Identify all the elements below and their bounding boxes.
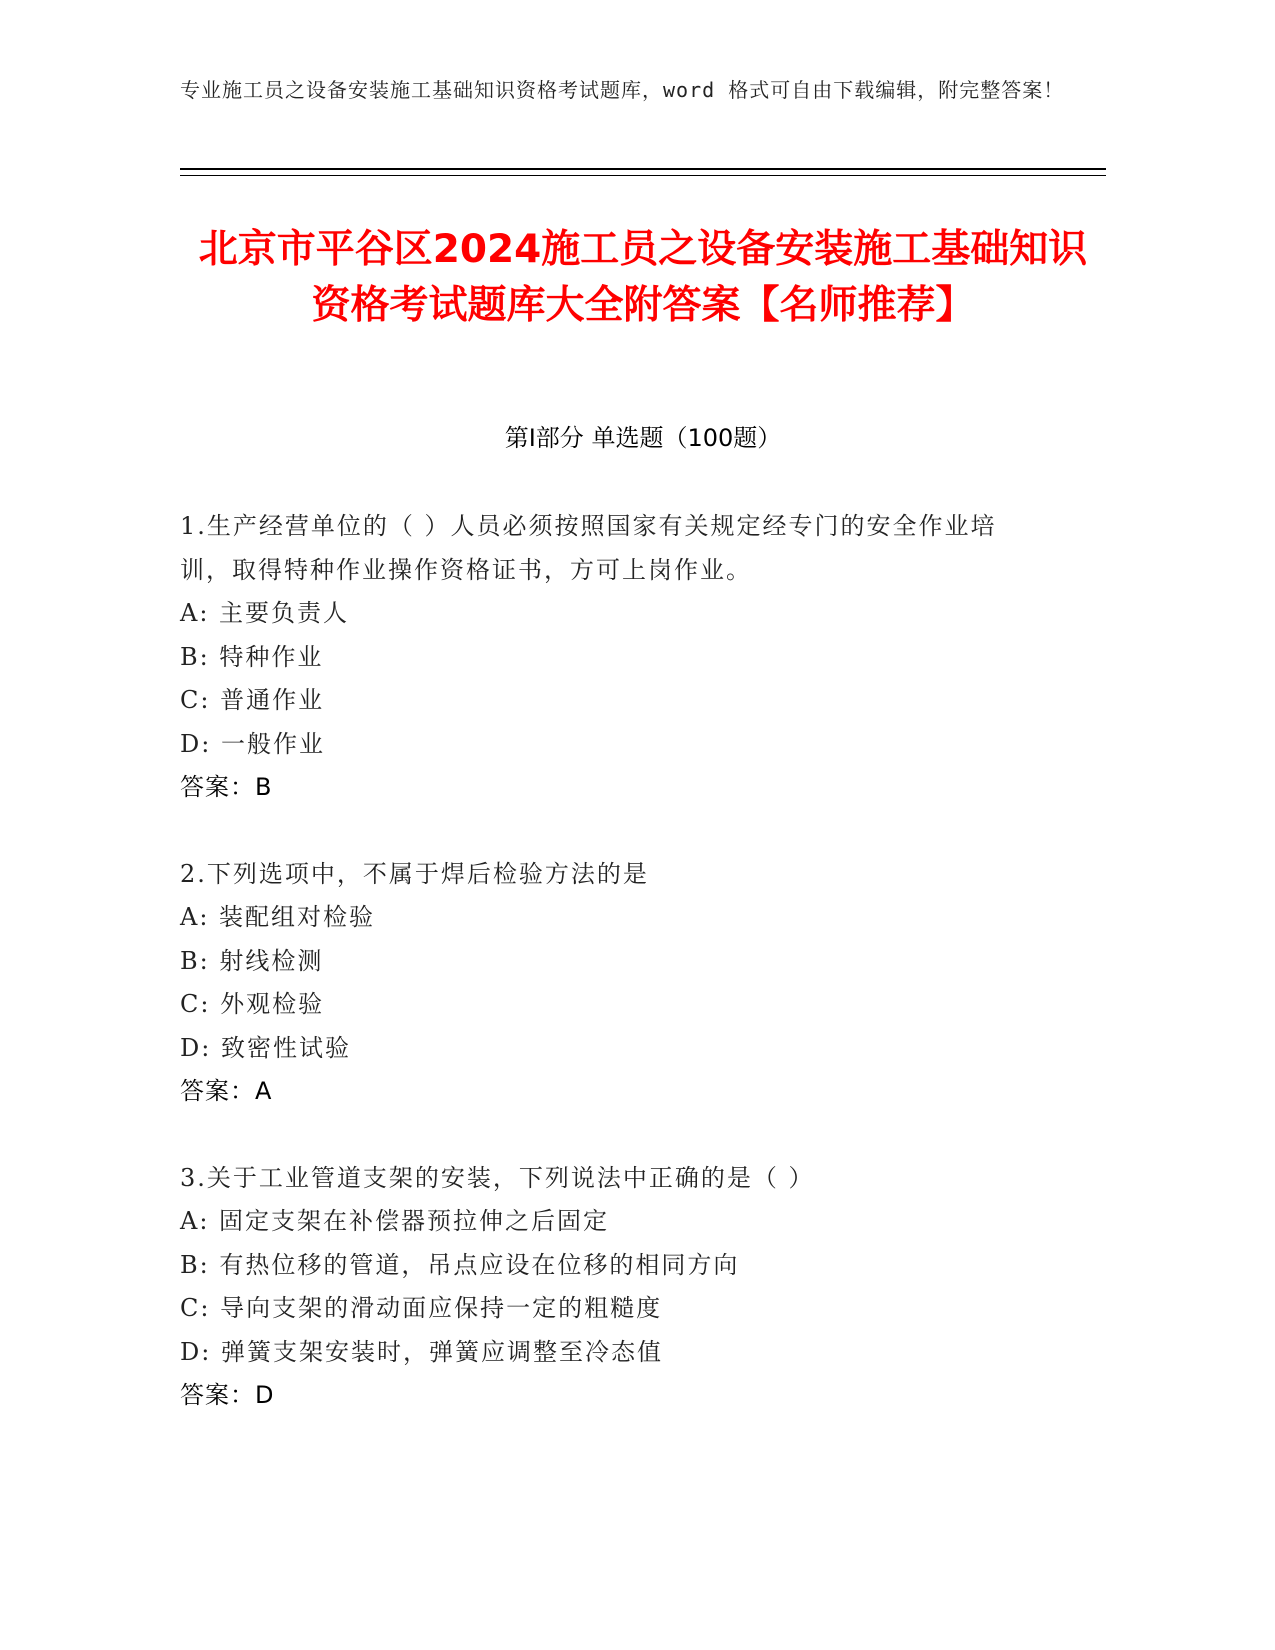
document-title: 北京市平谷区2024施工员之设备安装施工基础知识资格考试题库大全附答案【名师推荐】	[198, 227, 1088, 328]
header-note: 专业施工员之设备安装施工基础知识资格考试题库，word 格式可自由下载编辑，附完整答案！	[180, 78, 1065, 102]
option-b: B: 射线检测	[180, 946, 324, 975]
question-stem: 3.关于工业管道支架的安装，下列说法中正确的是（ ）	[180, 1163, 815, 1192]
option-c: C: 普通作业	[180, 686, 325, 714]
answer: 答案：A	[180, 1077, 273, 1105]
option-a: A: 主要负责人	[180, 599, 350, 627]
question-stem: 2.下列选项中，不属于焊后检验方法的是	[180, 859, 649, 888]
option-a: A: 装配组对检验	[180, 903, 376, 931]
option-b: B: 有热位移的管道，吊点应设在位移的相同方向	[180, 1250, 740, 1279]
option-a: A: 固定支架在补偿器预拉伸之后固定	[180, 1207, 610, 1235]
header-rule-thin	[180, 175, 1106, 176]
option-c: C: 导向支架的滑动面应保持一定的粗糙度	[180, 1294, 663, 1322]
question-stem: 1.生产经营单位的（ ）人员必须按照国家有关规定经专门的安全作业培训，取得特种作业操作资格证书，方可上岗作业。	[180, 512, 997, 584]
option-c: C: 外观检验	[180, 990, 325, 1018]
answer: 答案：D	[180, 1381, 275, 1409]
section-heading: 第I部分 单选题（100题）	[504, 424, 782, 452]
option-b: B: 特种作业	[180, 642, 324, 671]
question-1	[180, 505, 1040, 810]
question-list	[180, 505, 1040, 1461]
answer: 答案：B	[180, 773, 273, 801]
option-d: D: 弹簧支架安装时，弹簧应调整至冷态值	[180, 1337, 663, 1366]
header-rule-thick	[180, 168, 1106, 170]
option-d: D: 一般作业	[180, 729, 325, 758]
question-2	[180, 853, 1040, 1114]
option-d: D: 致密性试验	[180, 1033, 351, 1062]
question-3	[180, 1157, 1040, 1418]
